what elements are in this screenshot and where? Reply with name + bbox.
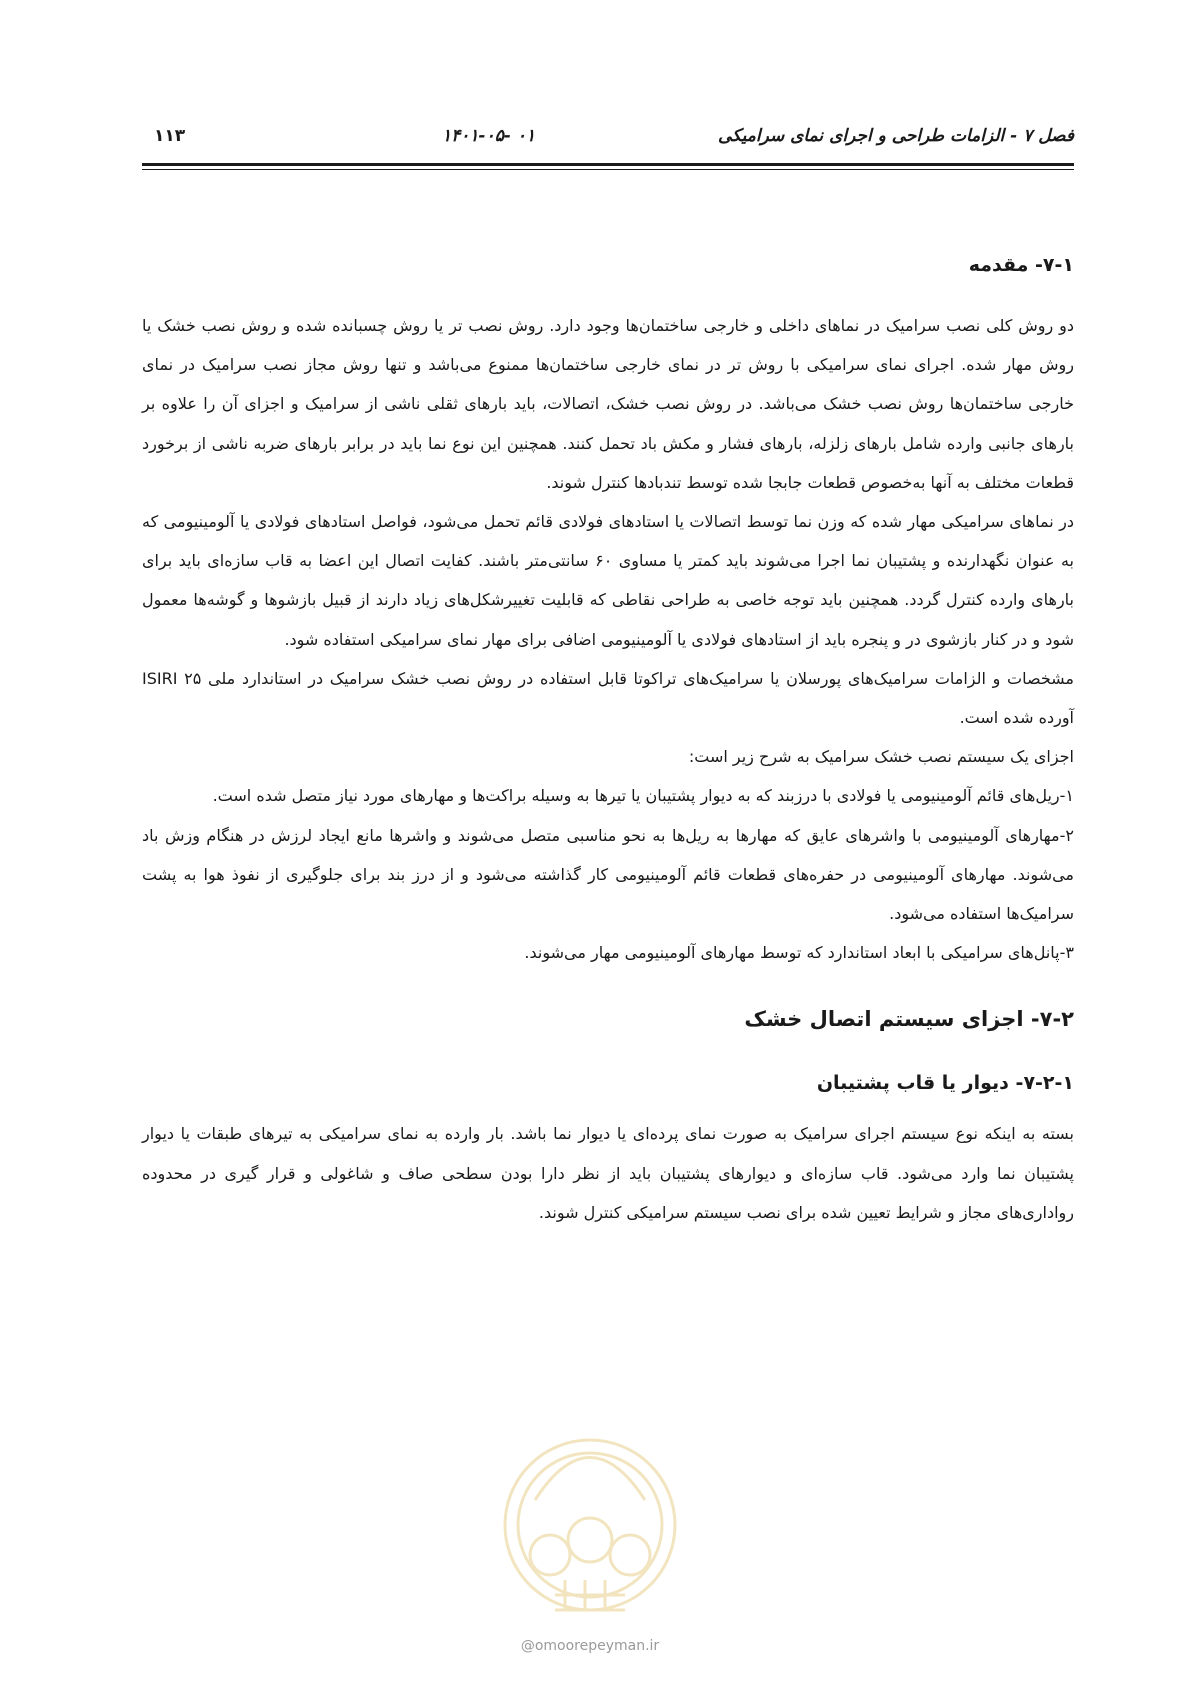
section-heading-intro: ۷-۱- مقدمه bbox=[968, 254, 1074, 276]
watermark-text: @omoorepeyman.ir bbox=[520, 1638, 660, 1654]
page-body bbox=[142, 248, 1074, 1232]
paragraph: دو روش کلی نصب سرامیک در نماهای داخلی و خارجی ساختمان‌ها وجود دارد. روش نصب تر یا روش چسبانده شده و روش نصب خشک یا روش مهار شده. اجرای نمای سرامیکی با روش تر در نمای خارجی ساختمان‌ها ممنوع می‌باشد و تنها روش مجاز نصب سرامیک در نمای خارجی ساختمان‌ها روش نصب خشک می‌باشد. در روش نصب خشک، اتصالات، باید بارهای ثقلی ناشی از سرامیک و اجزای آن را علاوه بر بارهای جانبی وارده شامل بارهای زلزله، بارهای فشار و مکش باد تحمل کنند. همچنین این نوع نما باید در برابر بارهای ضربه ناشی از برخورد قطعات مختلف به آنها به‌خصوص قطعات جابجا شده توسط تندبادها کنترل شوند. bbox=[142, 316, 1074, 492]
page-header bbox=[142, 126, 1074, 160]
subsection-heading-backup-wall: ۷-۲-۱- دیوار یا قاب پشتیبان bbox=[816, 1072, 1074, 1095]
list-item: ۱-ریل‌های قائم آلومینیومی یا فولادی با درزبند که به دیوار پشتیبان یا تیرها به وسیله براکت‌ها و مهارهای مورد نیاز متصل شده است. bbox=[212, 786, 1074, 806]
header-rule-thin bbox=[142, 169, 1074, 170]
list-item: ۳-پانل‌های سرامیکی با ابعاد استاندارد که توسط مهارهای آلومینیومی مهار می‌شوند. bbox=[524, 943, 1074, 963]
paragraph: اجزای یک سیستم نصب خشک سرامیک به شرح زیر است: bbox=[688, 747, 1074, 767]
section-heading-dry-system: ۷-۲- اجزای سیستم اتصال خشک bbox=[744, 1007, 1074, 1032]
paragraph: در نماهای سرامیکی مهار شده که وزن نما توسط اتصالات یا استادهای فولادی قائم تحمل می‌شود، فواصل استادهای فولادی یا آلومینیومی که به عنوان نگهدارنده و پشتیبان نما اجرا می‌شوند باید کمتر یا مساوی ۶۰ سانتی‌متر باشند. کفایت اتصال این اعضا به قاب سازه‌ای باید برای بارهای وارده کنترل گردد. همچنین باید توجه خاصی به طراحی نقاطی که قابلیت تغییرشکل‌های زیاد دارند از قبیل بازشوها و گوشه‌ها معمول شود و در کنار بازشوی در و پنجره باید از استادهای فولادی یا آلومینیومی اضافی برای مهار نمای سرامیکی استفاده شود. bbox=[142, 512, 1075, 649]
watermark-logo bbox=[495, 1405, 685, 1635]
list-item: ۲-مهارهای آلومینیومی با واشرهای عایق که مهارها به ریل‌ها به نحو مناسبی متصل می‌شوند و واشرها مانع ایجاد لرزش در هنگام وزش باد می‌شوند. مهارهای آلومینیومی در حفره‌های قطعات قائم آلومینیومی کار گذاشته می‌شود و از درز بند برای جلوگیری از نفوذ هوا به پشت سرامیک‌ها استفاده می‌شود. bbox=[142, 825, 1074, 924]
header-date: ۱۴۰۱-۰۵- ۰۱ bbox=[442, 126, 536, 146]
paragraph: مشخصات و الزامات سرامیک‌های پورسلان یا سرامیک‌های تراکوتا قابل استفاده در روش نصب خشک سرامیک در استاندارد ملی ۲۵ ISIRI آورده شده است. bbox=[142, 668, 1074, 728]
paragraph: بسته به اینکه نوع سیستم اجرای سرامیک به صورت نمای پرده‌ای یا دیوار نما باشد. بار وارده به نمای سرامیکی به تیرهای طبقات یا دیوار پشتیبان نما وارد می‌شود. قاب سازه‌ای و دیوارهای پشتیبان باید از نظر دارا بودن سطحی صاف و شاغولی و قرار گیری در محدوده رواداری‌های مجاز و شرایط تعیین شده برای نصب سیستم سرامیکی کنترل شوند. bbox=[142, 1124, 1074, 1222]
page-number: ۱۱۳ bbox=[154, 126, 186, 146]
chapter-title: فصل ۷ - الزامات طراحی و اجرای نمای سرامیکی bbox=[718, 126, 1074, 146]
header-rule-thick bbox=[142, 163, 1074, 166]
